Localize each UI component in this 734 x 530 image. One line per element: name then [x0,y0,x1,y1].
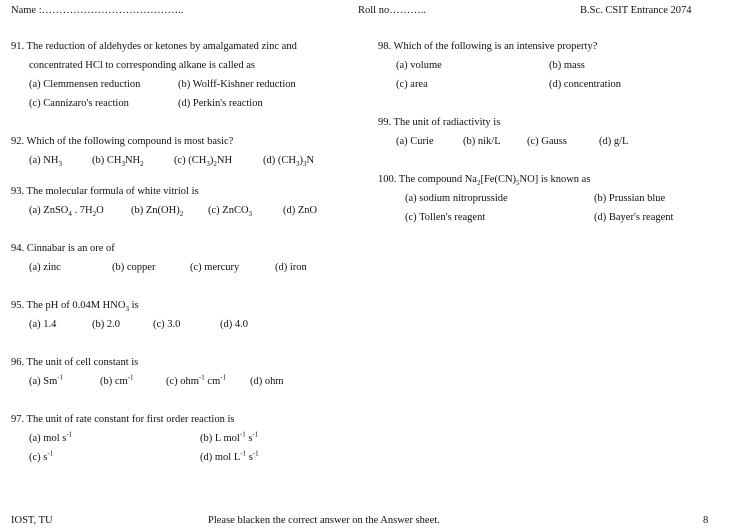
question-98-option-c: (c) area [396,79,428,90]
question-96-option-a: (a) $Sm^{-1}$ [29,373,64,387]
question-98-option-a: (a) volume [396,60,442,71]
question-95-option-c: (c) 3.0 [153,319,181,330]
question-98-text: 98. Which of the following is an intensive property? [378,41,598,52]
question-91-option-a: (a) Clemmensen reduction [29,79,141,90]
question-96-option-d: (d) ohm [250,376,284,387]
question-93-option-a: (a) ZnSO$_4$ . $7H_2O$ [29,205,104,219]
question-96-option-b: (b) $cm^{-1}$ [100,373,134,387]
question-99-option-d: (d) g/L [599,136,629,147]
question-91-option-d: (d) Perkin's reaction [178,98,263,109]
name-label: Name :………………………………….. [11,5,184,16]
question-92-option-a: (a) $NH_3$ [29,155,62,169]
question-91-line2: concentrated HCl to corresponding alkane is called as [29,60,255,71]
question-99-option-a: (a) Curie [396,136,434,147]
question-94-text: 94. Cinnabar is an ore of [11,243,115,254]
question-92-option-b: (b) $CH_3NH_2$ [92,155,144,169]
question-92-text: 92. Which of the following compound is most basic? [11,136,234,147]
question-92-option-d: (d) $(CH_3)_3N$ [263,155,315,169]
question-93-option-c: (c) ZnCO$_3$ [208,205,253,219]
page-number: 8 [703,515,709,526]
question-94-option-c: (c) mercury [190,262,240,273]
exam-title: B.Sc. CSIT Entrance 2074 [580,5,692,16]
question-95-option-b: (b) 2.0 [92,319,120,330]
question-91-option-b: (b) Wolff-Kishner reduction [178,79,296,90]
question-100-option-b: (b) Prussian blue [594,193,666,204]
question-91-line1: 91. The reduction of aldehydes or ketones by amalgamated zinc and [11,41,297,52]
question-91-option-c: (c) Cannizaro's reaction [29,98,129,109]
roll-label: Roll no……….. [358,5,426,16]
question-100-option-c: (c) Tollen's reagent [405,212,486,223]
question-99-text: 99. The unit of radiactivity is [378,117,501,128]
question-92-option-c: (c) $(CH_3)_2NH$ [174,155,233,169]
question-94-option-d: (d) iron [275,262,307,273]
question-95-option-a: (a) 1.4 [29,319,57,330]
question-100-text: 100. The compound $Na_2[Fe(CN)_5NO]$ is known as [378,174,591,188]
question-97-option-b: (b) L mol$^{-1}$ $s^{-1}$ [200,430,259,444]
question-97-option-a: (a) mol $s^{-1}$ [29,430,73,444]
footer-instruction: Please blacken the correct answer on the Answer sheet. [208,515,440,526]
question-97-text: 97. The unit of rate constant for first order reaction is [11,414,235,425]
question-94-option-a: (a) zinc [29,262,61,273]
question-93-text: 93. The molecular formula of white vitriol is [11,186,199,197]
question-99-option-c: (c) Gauss [527,136,567,147]
question-98-option-d: (d) concentration [549,79,622,90]
question-94-option-b: (b) copper [112,262,156,273]
question-100-option-a: (a) sodium nitroprusside [405,193,508,204]
question-95-option-d: (d) 4.0 [220,319,248,330]
question-93-option-b: (b) $Zn(OH)_2$ [131,205,184,219]
question-96-option-c: (c) ohm$^{-1}$ $cm^{-1}$ [166,373,227,387]
question-95-text: 95. The pH of 0.04M $HNO_3$ is [11,300,139,314]
question-100-option-d: (d) Bayer's reagent [594,212,674,223]
question-98-option-b: (b) mass [549,60,585,71]
question-96-text: 96. The unit of cell constant is [11,357,139,368]
question-93-option-d: (d) ZnO [283,205,318,216]
footer-institution: IOST, TU [11,515,53,526]
question-99-option-b: (b) nik/L [463,136,501,147]
question-97-option-d: (d) mol $L^{-1}$ $s^{-1}$ [200,449,259,463]
question-97-option-c: (c) $s^{-1}$ [29,449,54,463]
